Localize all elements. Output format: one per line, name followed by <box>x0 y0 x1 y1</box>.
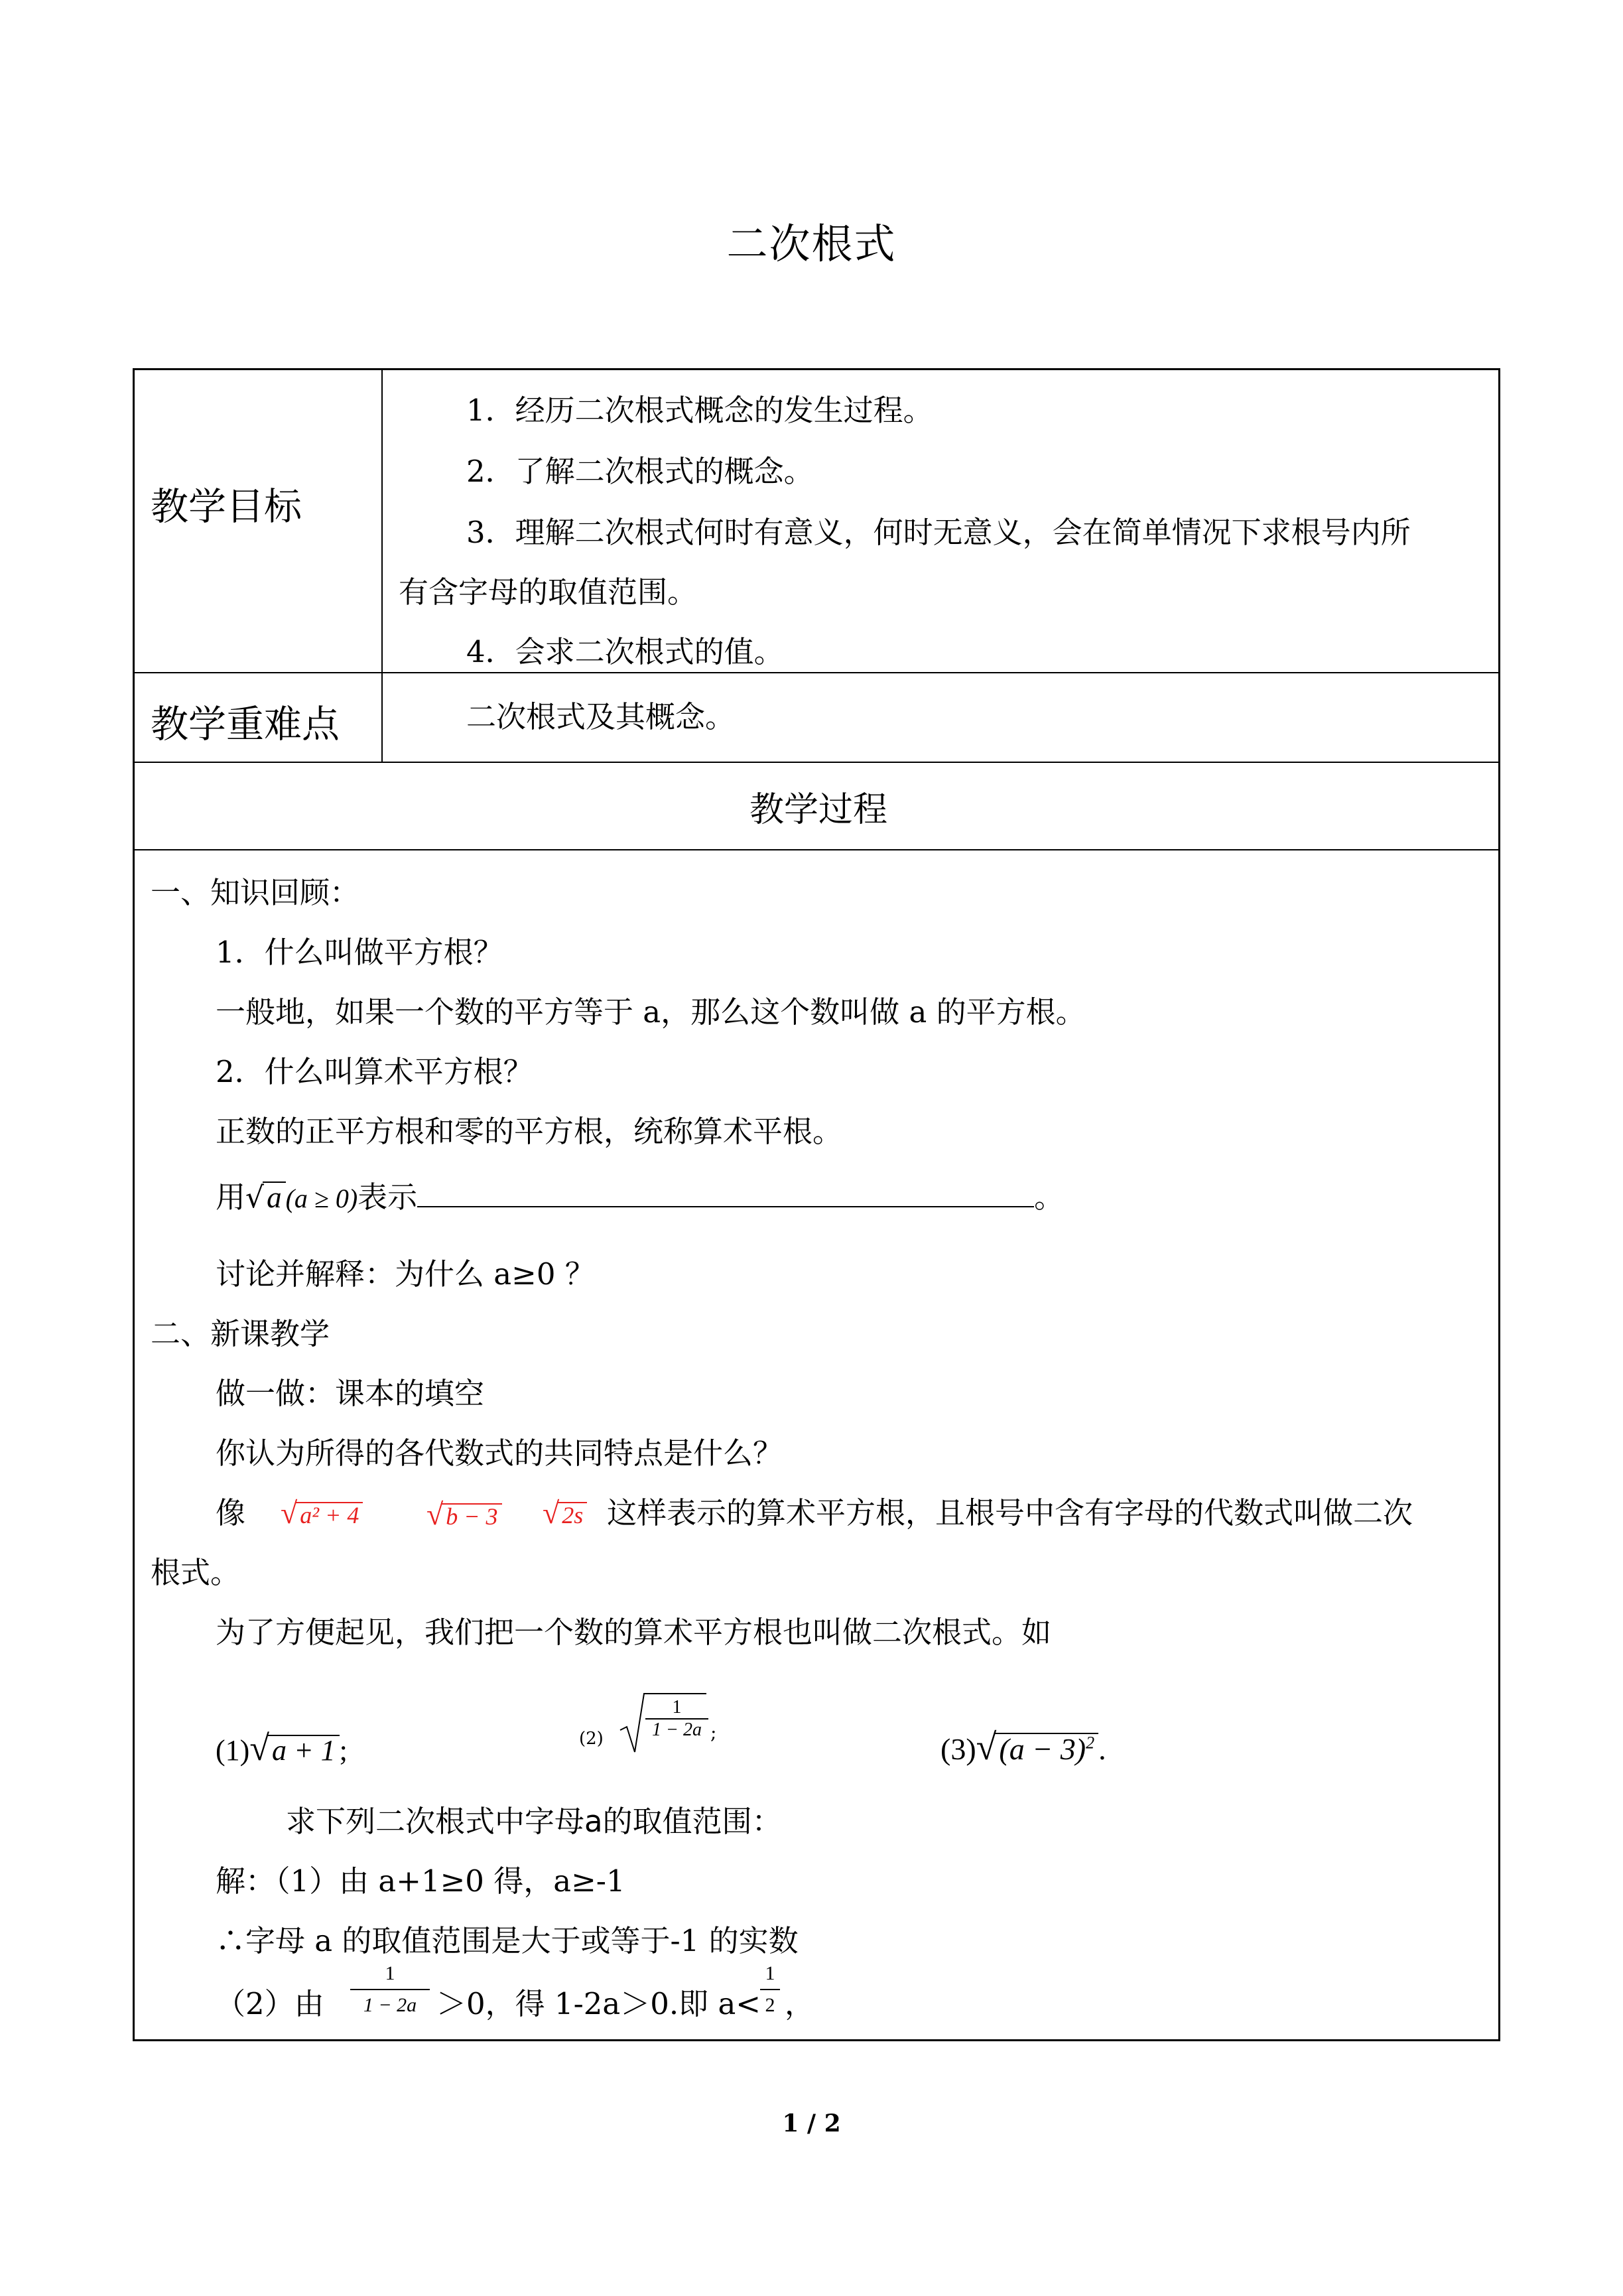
denominator: 1 − 2a <box>645 1718 708 1741</box>
solution-conclusion: ∴字母 a 的取值范围是大于或等于-1 的实数 <box>216 1923 799 1958</box>
definition-note: 为了方便起见，我们把一个数的算术平方根也叫做二次根式。如 <box>216 1615 1052 1650</box>
like-word: 像 <box>216 1495 246 1530</box>
column-divider <box>381 370 383 762</box>
page-number: 1 / 2 <box>782 2110 841 2137</box>
radical-sign: √ <box>249 1728 269 1768</box>
notation-prefix: 用 <box>216 1180 246 1215</box>
example-number: (3) <box>941 1732 976 1766</box>
goal-item: 有含字母的取值范围。 <box>399 574 698 610</box>
question: 2．什么叫算术平方根？ <box>216 1054 533 1089</box>
solution-step-2-mid: ＞0，得 1-2a＞0.即 a< <box>436 1986 761 2021</box>
row-divider <box>135 672 1498 673</box>
notation-mid: 表示 <box>357 1180 418 1215</box>
punctuation: ; <box>339 1734 348 1767</box>
punctuation: ; <box>710 1722 717 1743</box>
lesson-table <box>133 368 1500 2041</box>
row-divider <box>135 849 1498 850</box>
denominator: 1 − 2a <box>350 1989 430 2017</box>
goal-item: 3．理解二次根式何时有意义，何时无意义，会在简单情况下求根号内所 <box>466 515 1411 550</box>
fraction-example-2 <box>645 1697 708 1741</box>
radical-sign: √ <box>543 1496 560 1530</box>
denominator: 2 <box>760 1989 780 2017</box>
fraction <box>350 1962 430 2017</box>
goal-item: 4．会求二次根式的值。 <box>466 634 784 669</box>
radical-sign-2 <box>620 1694 647 1753</box>
page-title: 二次根式 <box>726 220 897 268</box>
notation-end: 。 <box>1034 1180 1065 1215</box>
radicand-base: (a − 3) <box>999 1732 1086 1766</box>
notation-condition: (a ≥ 0) <box>285 1183 358 1213</box>
punctuation: . <box>1098 1732 1106 1766</box>
punctuation: ， <box>785 1986 815 2021</box>
radicand: b − 3 <box>442 1503 501 1528</box>
example-radical-2 <box>426 1499 502 1530</box>
section-heading: 二、新课教学 <box>151 1316 330 1351</box>
answer: 一般地，如果一个数的平方等于 a，那么这个数叫做 a 的平方根。 <box>216 994 1086 1030</box>
exercise-prompt: 求下列二次根式中字母a的取值范围： <box>286 1804 782 1839</box>
keypoints-text: 二次根式及其概念。 <box>466 699 736 734</box>
example-line <box>216 1495 246 1530</box>
example-description: 根式。 <box>151 1555 241 1590</box>
radical-example-3 <box>941 1729 1106 1766</box>
radical-example-1 <box>216 1730 348 1766</box>
example-radical-3 <box>543 1498 587 1528</box>
numerator: 1 <box>672 1697 682 1718</box>
fill-blank[interactable] <box>417 1180 1034 1207</box>
discussion: 讨论并解释：为什么 a≥0 ？ <box>216 1256 595 1292</box>
example-description: 这样表示的算术平方根，且根号中含有字母的代数式叫做二次 <box>607 1495 1413 1530</box>
numerator: 1 <box>385 1962 395 1984</box>
example-number-2: (2) <box>579 1729 604 1749</box>
radicand: a² + 4 <box>296 1502 363 1527</box>
example-radical-1 <box>281 1498 363 1528</box>
radicand <box>995 1733 1098 1765</box>
numerator: 1 <box>765 1962 775 1984</box>
section-heading: 一、知识回顾： <box>151 875 360 910</box>
radicand: 2s <box>558 1502 587 1527</box>
radical-sign: √ <box>281 1496 298 1530</box>
example-number: (1) <box>216 1734 250 1767</box>
solution-step-2-prefix: （2）由 <box>216 1986 324 2021</box>
process-heading: 教学过程 <box>749 790 887 830</box>
radicand: a + 1 <box>268 1735 340 1765</box>
exponent: 2 <box>1086 1733 1095 1753</box>
question: 1．什么叫做平方根？ <box>216 935 503 970</box>
keypoints-label: 教学重难点 <box>151 703 340 746</box>
notation-radicand: a <box>263 1182 286 1213</box>
row-divider <box>135 762 1498 763</box>
question: 你认为所得的各代数式的共同特点是什么？ <box>216 1436 783 1471</box>
goal-item: 1．经历二次根式概念的发生过程。 <box>466 393 933 428</box>
radical-sign: √ <box>426 1497 444 1531</box>
solution-step: 解：（1）由 a+1≥0 得，a≥-1 <box>216 1863 625 1899</box>
goal-item: 2．了解二次根式的概念。 <box>466 454 814 489</box>
activity: 做一做：课本的填空 <box>216 1376 485 1411</box>
goals-label: 教学目标 <box>151 485 302 529</box>
notation-line <box>216 1180 1064 1213</box>
radical-sign: √ <box>245 1181 265 1215</box>
answer: 正数的正平方根和零的平方根，统称算术平根。 <box>216 1114 843 1149</box>
fraction-half <box>760 1962 780 2017</box>
radical-sign: √ <box>976 1727 997 1768</box>
